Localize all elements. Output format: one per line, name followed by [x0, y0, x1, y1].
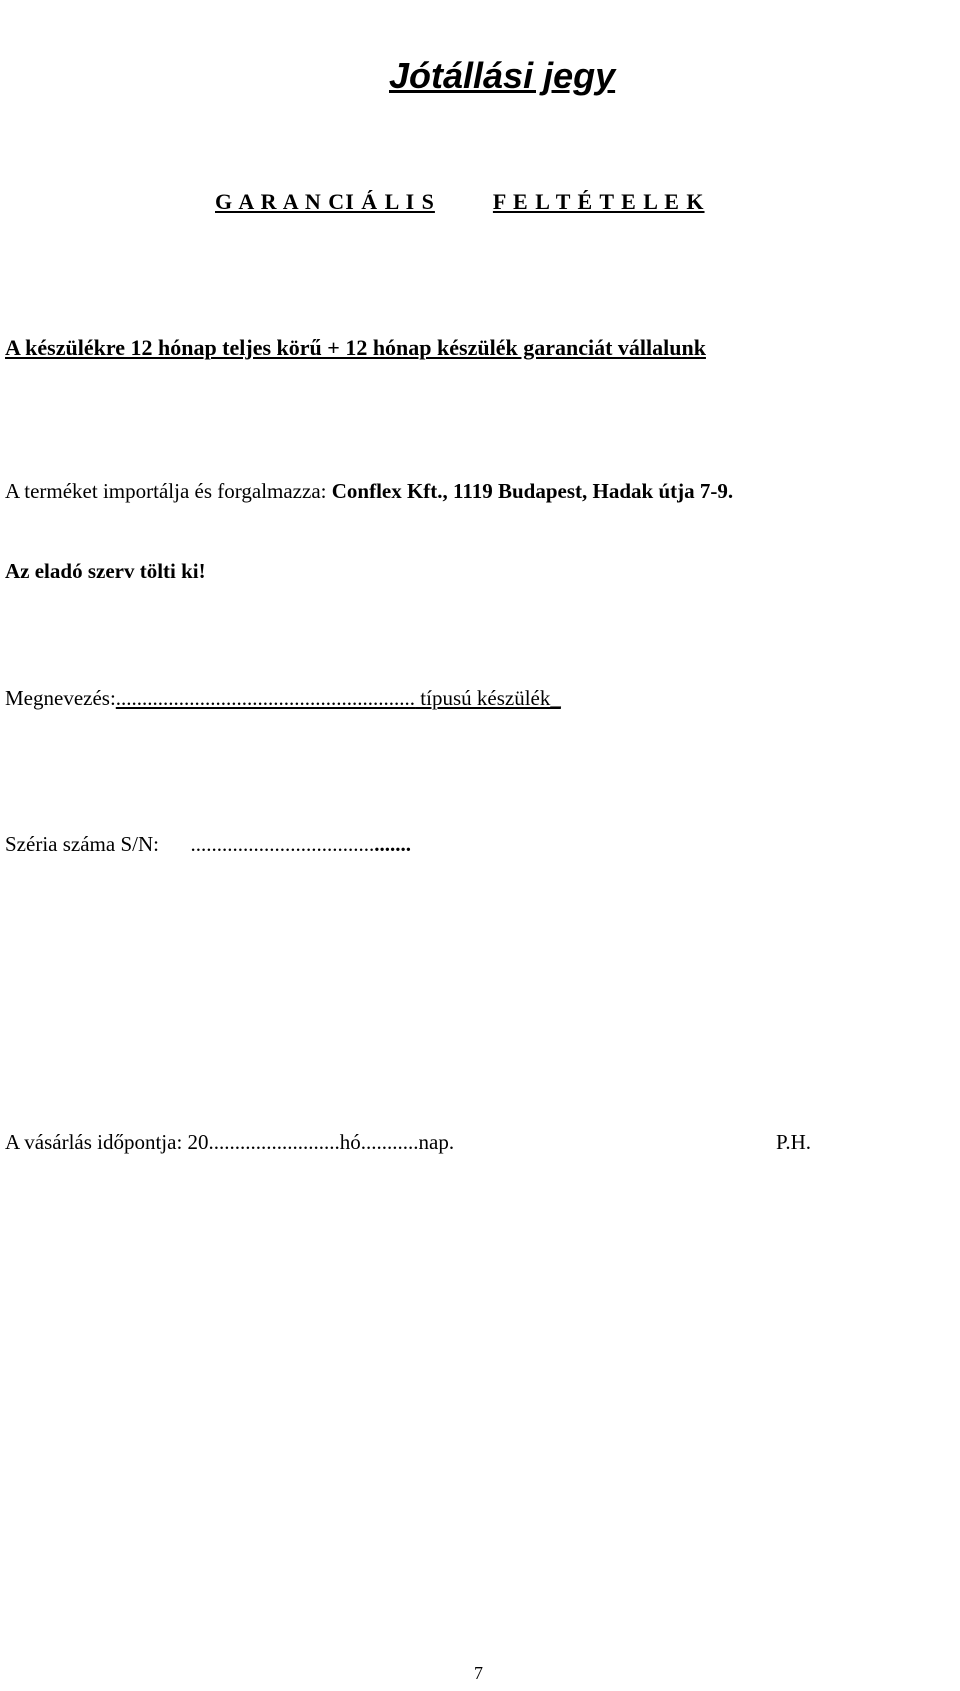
product-type-suffix: típusú készülék_: [415, 686, 561, 710]
importer-line: [5, 479, 733, 504]
subtitle-part-2: F E L T É T E L E K: [492, 189, 705, 214]
product-name-blank: .........................................................: [115, 686, 416, 710]
importer-label: A terméket importálja és forgalmazza:: [5, 479, 332, 503]
purchase-date-line: A vásárlás időpontja: 20.........................hó...........nap.: [5, 1130, 455, 1154]
stamp-placeholder: P.H.: [776, 1130, 812, 1154]
warranty-statement: A készülékre 12 hónap teljes körű + 12 hónap készülék garanciát vállalunk: [5, 335, 706, 360]
subtitle: [215, 189, 705, 215]
product-name-line: [5, 686, 561, 711]
serial-number-line: [5, 832, 411, 857]
product-name-label: Megnevezés:: [5, 686, 116, 710]
serial-number-blank-end: .......: [374, 832, 411, 856]
seller-note: Az eladó szerv tölti ki!: [5, 559, 206, 583]
subtitle-part-1: G A R A N CI Á L I S: [215, 189, 435, 214]
serial-number-label: Széria száma S/N:: [5, 832, 159, 856]
document-title: Jótállási jegy: [389, 55, 616, 96]
serial-number-blank: ...................................: [158, 832, 375, 856]
page-number: 7: [474, 1663, 483, 1683]
importer-value: Conflex Kft., 1119 Budapest, Hadak útja 7-9.: [331, 479, 734, 503]
